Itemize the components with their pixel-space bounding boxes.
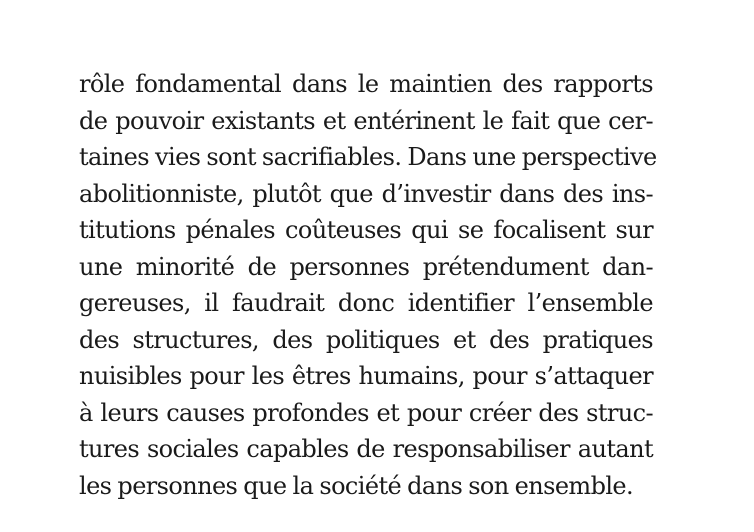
text-line: nuisibles pour les êtres humains, pour s’attaquer bbox=[79, 362, 653, 390]
text-line: taines vies sont sacrifiables. Dans une perspective bbox=[79, 143, 657, 171]
text-line: à leurs causes profondes et pour créer des struc- bbox=[79, 398, 653, 427]
text-line: de pouvoir existants et entérinent le fait que cer- bbox=[79, 106, 653, 135]
text-line-last: les personnes que la société dans son ensemble. bbox=[79, 471, 634, 500]
text-line: une minorité de personnes prétendument dan- bbox=[79, 252, 653, 281]
text-line: abolitionniste, plutôt que d’investir dans des ins- bbox=[79, 179, 653, 208]
text-line: des structures, des politiques et des pratiques bbox=[79, 325, 653, 354]
text-line: rôle fondamental dans le maintien des rapports bbox=[79, 70, 653, 98]
text-line: tures sociales capables de responsabiliser autant bbox=[79, 435, 653, 463]
text-line: gereuses, il faudrait donc identifier l’ensemble bbox=[79, 289, 653, 317]
text-line: titutions pénales coûteuses qui se focalisent sur bbox=[79, 216, 653, 244]
body-paragraph bbox=[79, 66, 657, 504]
